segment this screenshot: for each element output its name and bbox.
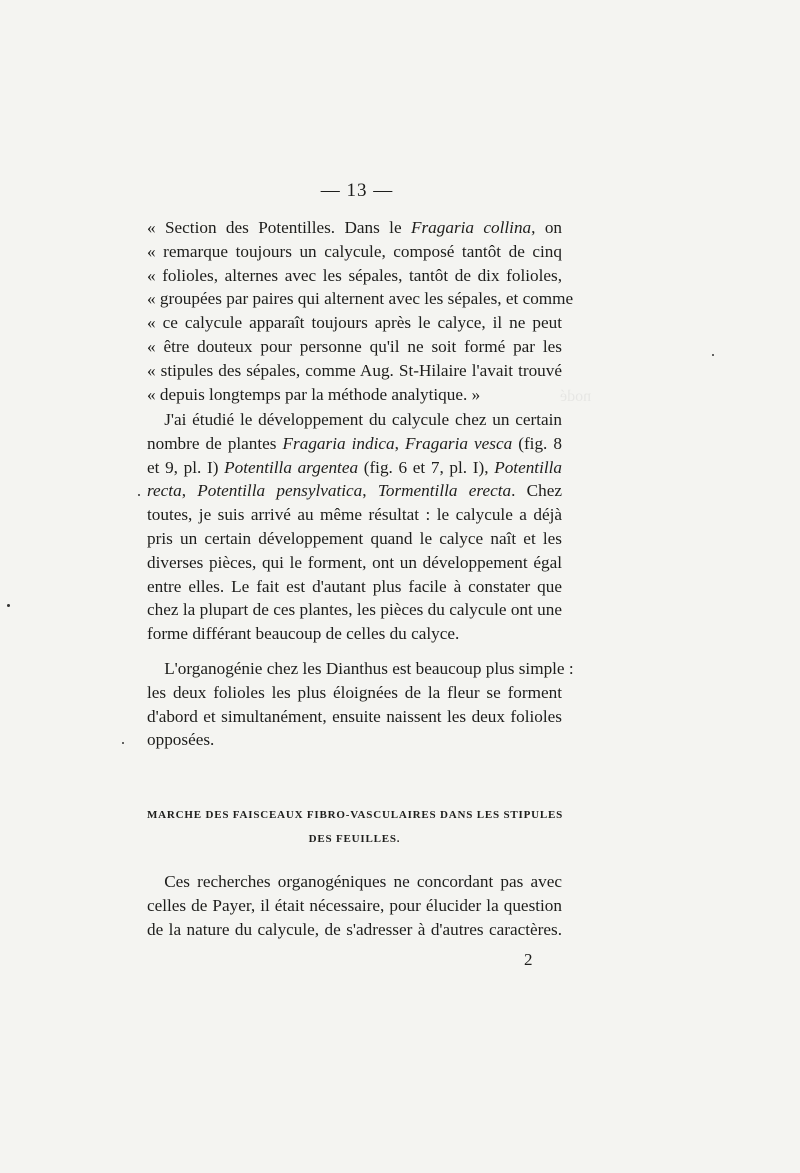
- text-line: « être douteux pour personne qu'il ne soit formé par les: [147, 336, 562, 356]
- ink-speck: [712, 354, 714, 356]
- text-line: diverses pièces, qui le forment, ont un développement égal: [147, 552, 562, 572]
- text-line: pris un certain développement quand le calyce naît et les: [147, 528, 562, 548]
- show-through-text: nodé: [560, 388, 592, 405]
- page-number: — 13 —: [320, 180, 394, 201]
- heading-line: DES FEUILLES.: [308, 833, 401, 845]
- text-line: les deux folioles les plus éloignées de la fleur se forment: [147, 682, 562, 702]
- text-line: opposées.: [147, 730, 215, 750]
- text-line: celles de Payer, il était nécessaire, pour élucider la question: [147, 895, 562, 915]
- text-line: « ce calycule apparaît toujours après le calyce, il ne peut: [147, 313, 562, 333]
- text-line: recta, Potentilla pensylvatica, Tormentilla erecta. Chez: [147, 481, 562, 501]
- text-line: d'abord et simultanément, ensuite naissent les deux folioles: [147, 706, 562, 726]
- paragraph-calycule-development: [147, 408, 562, 646]
- section-heading: [147, 803, 562, 851]
- text-line: toutes, je suis arrivé au même résultat : le calycule a déjà: [147, 505, 562, 525]
- text-line: Ces recherches organogéniques ne concordant pas avec: [164, 872, 562, 891]
- text-line: entre elles. Le fait est d'autant plus facile à constater que: [147, 576, 562, 596]
- heading-line: MARCHE DES FAISCEAUX FIBRO-VASCULAIRES DANS LES STIPULES: [147, 809, 564, 821]
- quoted-paragraph: [147, 216, 574, 406]
- text-line: L'organogénie chez les Dianthus est beaucoup plus simple :: [164, 659, 574, 678]
- ink-speck: [7, 604, 10, 607]
- text-line: de la nature du calycule, de s'adresser à d'autres caractères.: [147, 919, 562, 939]
- text-line: nombre de plantes Fragaria indica, Fragaria vesca (fig. 8: [147, 433, 562, 453]
- signature-mark: 2: [524, 950, 533, 969]
- text-line: « Section des Potentilles. Dans le Fragaria collina, on: [147, 218, 563, 237]
- text-line: J'ai étudié le développement du calycule chez un certain: [164, 410, 562, 429]
- text-line: chez la plupart de ces plantes, les pièces du calycule ont une: [147, 600, 562, 620]
- paragraph-dianthus: [147, 657, 574, 752]
- ink-speck: [122, 742, 124, 744]
- text-line: « remarque toujours un calycule, composé tantôt de cinq: [147, 241, 562, 261]
- text-line: forme différant beaucoup de celles du calyce.: [147, 624, 460, 644]
- text-line: « groupées par paires qui alternent avec les sépales, et comme: [147, 289, 574, 309]
- paragraph-payer: [147, 870, 562, 941]
- text-line: et 9, pl. I) Potentilla argentea (fig. 6 et 7, pl. I), Potentilla: [147, 457, 562, 477]
- text-line: « folioles, alternes avec les sépales, tantôt de dix folioles,: [147, 265, 562, 285]
- text-line: « depuis longtemps par la méthode analytique. »: [147, 384, 481, 404]
- ink-speck: [138, 494, 140, 496]
- text-line: « stipules des sépales, comme Aug. St-Hilaire l'avait trouvé: [147, 360, 562, 380]
